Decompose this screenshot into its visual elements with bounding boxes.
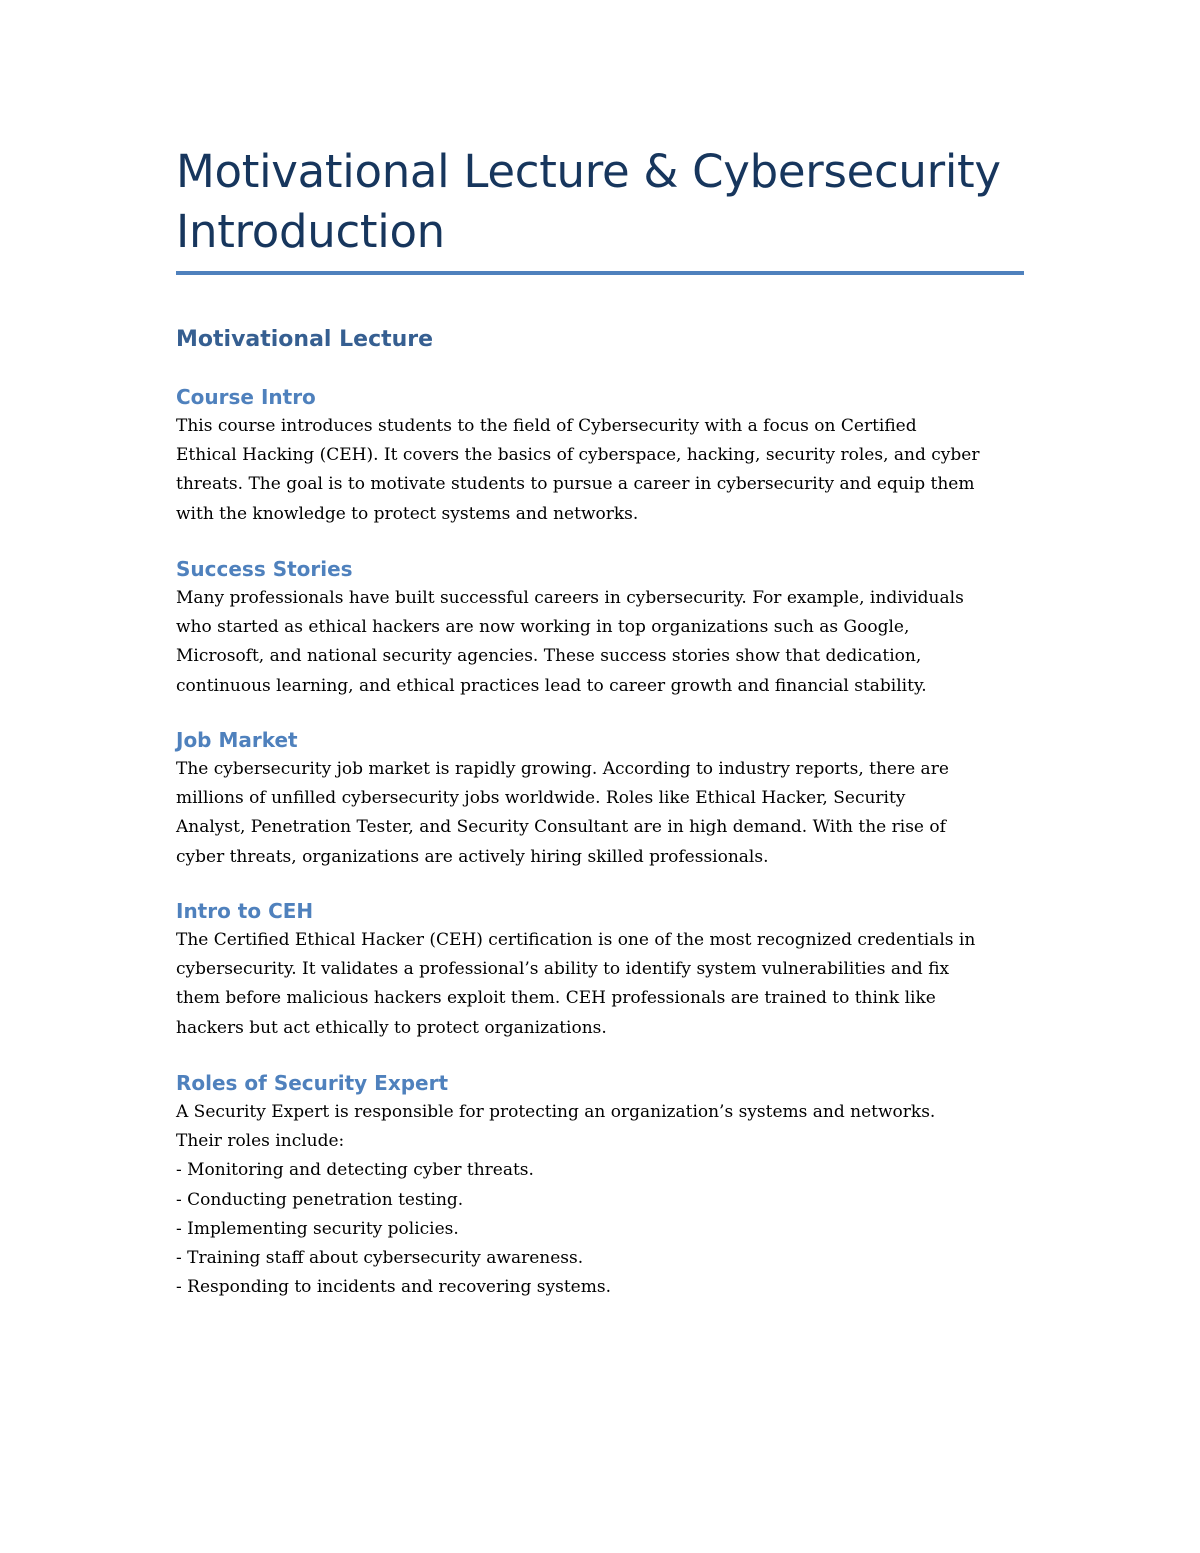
paragraph-line: with the knowledge to protect systems and networks. bbox=[176, 503, 639, 524]
paragraph-line: This course introduces students to the field of Cybersecurity with a focus on Certified bbox=[176, 416, 917, 436]
section-heading: Success Stories bbox=[176, 557, 353, 581]
section-heading: Job Market bbox=[176, 728, 298, 752]
list-item: - Responding to incidents and recovering systems. bbox=[176, 1277, 611, 1298]
section-course-intro bbox=[176, 382, 1024, 529]
paragraph-line: Their roles include: bbox=[176, 1131, 345, 1152]
document-title: Motivational Lecture & Cybersecurity Introduction bbox=[176, 145, 1001, 258]
paragraph-line: cyber threats, organizations are actively hiring skilled professionals. bbox=[176, 846, 769, 867]
paragraph-line: Analyst, Penetration Tester, and Security Consultant are in high demand. With the rise of bbox=[176, 817, 946, 838]
paragraph-line: cybersecurity. It validates a professional’s ability to identify system vulnerabilities and fix bbox=[176, 959, 950, 980]
list-item: - Training staff about cybersecurity awareness. bbox=[176, 1248, 584, 1269]
paragraph-line: A Security Expert is responsible for protecting an organization’s systems and networks. bbox=[176, 1102, 936, 1122]
section-paragraph bbox=[176, 1098, 1024, 1302]
section-paragraph bbox=[176, 584, 1024, 701]
paragraph-line: threats. The goal is to motivate students to pursue a career in cybersecurity and equip them bbox=[176, 474, 975, 495]
section-roles-of-security-expert bbox=[176, 1068, 1024, 1302]
section-paragraph bbox=[176, 926, 1024, 1043]
section-heading: Intro to CEH bbox=[176, 899, 314, 923]
section-paragraph bbox=[176, 755, 1024, 872]
paragraph-line: The Certified Ethical Hacker (CEH) certification is one of the most recognized credentials in bbox=[176, 930, 976, 950]
list-item: - Conducting penetration testing. bbox=[176, 1189, 464, 1210]
section-heading: Roles of Security Expert bbox=[176, 1071, 449, 1095]
paragraph-line: millions of unfilled cybersecurity jobs worldwide. Roles like Ethical Hacker, Security bbox=[176, 788, 906, 809]
list-item: - Monitoring and detecting cyber threats. bbox=[176, 1160, 534, 1181]
paragraph-line: Ethical Hacking (CEH). It covers the basics of cyberspace, hacking, security roles, and cyber bbox=[176, 445, 980, 466]
paragraph-line: Microsoft, and national security agencies. These success stories show that dedication, bbox=[176, 646, 922, 667]
title-underline bbox=[176, 271, 1024, 275]
paragraph-line: continuous learning, and ethical practices lead to career growth and financial stability. bbox=[176, 675, 927, 696]
section-job-market bbox=[176, 725, 1024, 872]
section-success-stories bbox=[176, 554, 1024, 701]
list-item: - Implementing security policies. bbox=[176, 1218, 459, 1239]
paragraph-line: them before malicious hackers exploit them. CEH professionals are trained to think like bbox=[176, 988, 936, 1009]
main-heading: Motivational Lecture bbox=[176, 327, 434, 352]
paragraph-line: The cybersecurity job market is rapidly growing. According to industry reports, there are bbox=[176, 759, 949, 779]
paragraph-line: hackers but act ethically to protect organizations. bbox=[176, 1017, 607, 1038]
paragraph-line: Many professionals have built successful careers in cybersecurity. For example, individuals bbox=[176, 588, 964, 608]
section-intro-to-ceh bbox=[176, 896, 1024, 1043]
paragraph-line: who started as ethical hackers are now working in top organizations such as Google, bbox=[176, 617, 910, 638]
section-paragraph bbox=[176, 412, 1024, 529]
section-heading: Course Intro bbox=[176, 385, 316, 409]
